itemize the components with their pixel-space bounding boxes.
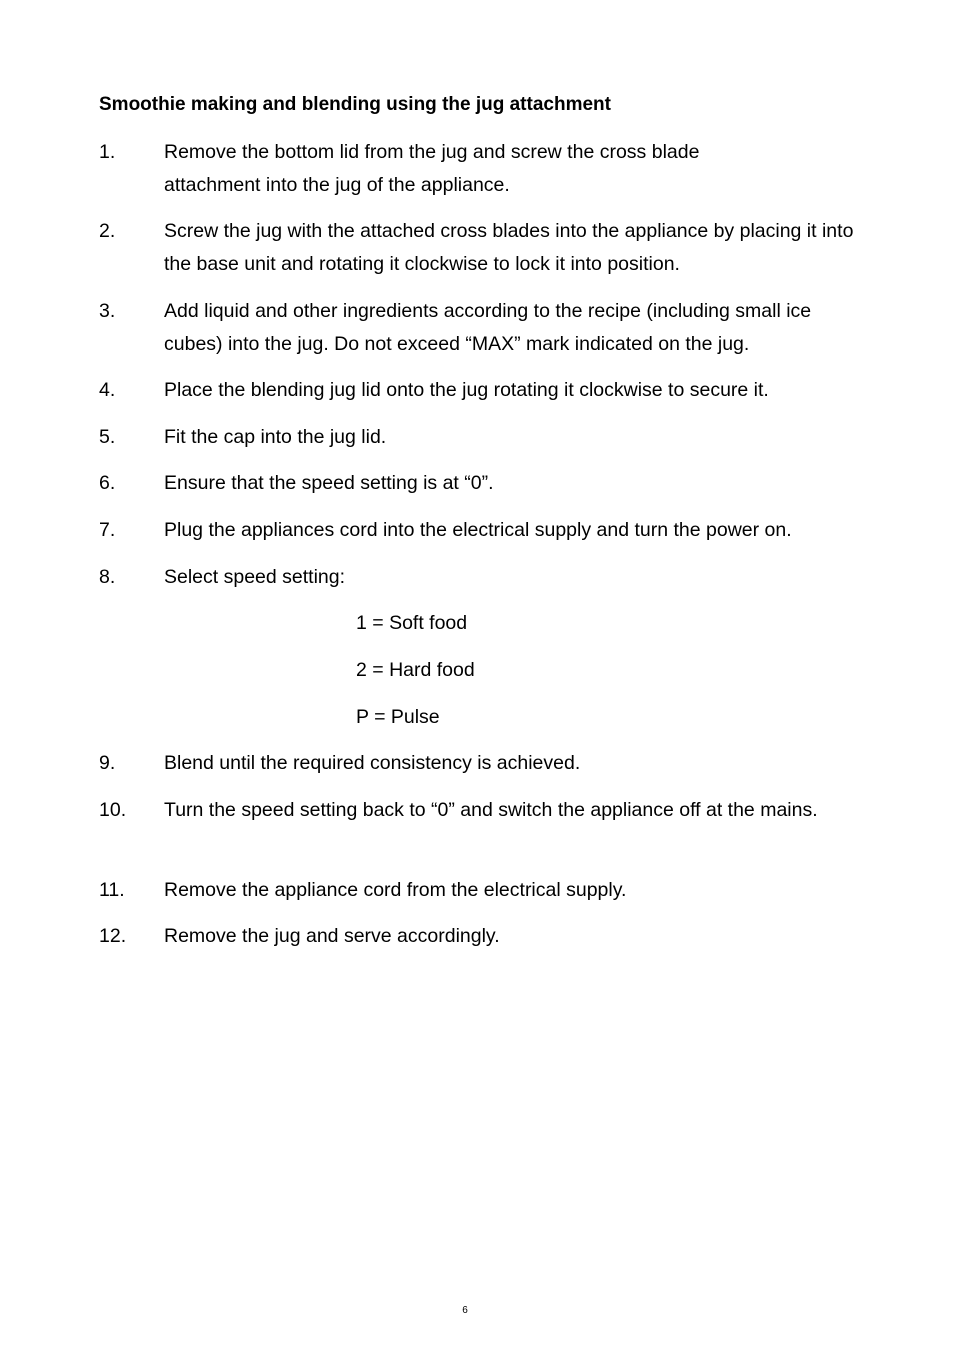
step-number: 3. [99,300,116,322]
page-number: 6 [462,1305,468,1316]
step-number: 2. [99,220,116,242]
step-text: Turn the speed setting back to “0” and switch the appliance off at the mains. [164,799,818,821]
step-number: 5. [99,426,116,448]
step-text: Screw the jug with the attached cross blades into the appliance by placing it into the base unit and rotating it clockwise to lock it into position. [164,220,854,275]
step-text: Fit the cap into the jug lid. [164,426,387,448]
step-text: Plug the appliances cord into the electrical supply and turn the power on. [164,519,792,541]
step-text: Blend until the required consistency is achieved. [164,752,581,774]
step-number: 6. [99,472,116,494]
speed-setting-option: 2 = Hard food [356,659,475,681]
speed-setting-option: P = Pulse [356,706,440,728]
step-text: Remove the appliance cord from the electrical supply. [164,879,627,901]
step-text: Remove the bottom lid from the jug and screw the cross blade attachment into the jug of the appliance. [164,141,700,196]
step-number: 10. [99,799,127,821]
step-text: Remove the jug and serve accordingly. [164,925,500,947]
step-text: Select speed setting: [164,566,346,588]
step-number: 11. [99,879,125,901]
step-number: 4. [99,379,116,401]
section-heading: Smoothie making and blending using the jug attachment [99,94,611,115]
step-text: Ensure that the speed setting is at “0”. [164,472,494,494]
step-number: 8. [99,566,116,588]
step-text: Add liquid and other ingredients according to the recipe (including small ice cubes) into the jug. Do not exceed “MAX” mark indicated on the jug. [164,300,812,355]
step-text: Place the blending jug lid onto the jug rotating it clockwise to secure it. [164,379,769,401]
step-number: 12. [99,925,127,947]
step-number: 9. [99,752,116,774]
speed-setting-option: 1 = Soft food [356,612,468,634]
step-number: 1. [99,141,116,163]
step-number: 7. [99,519,116,541]
